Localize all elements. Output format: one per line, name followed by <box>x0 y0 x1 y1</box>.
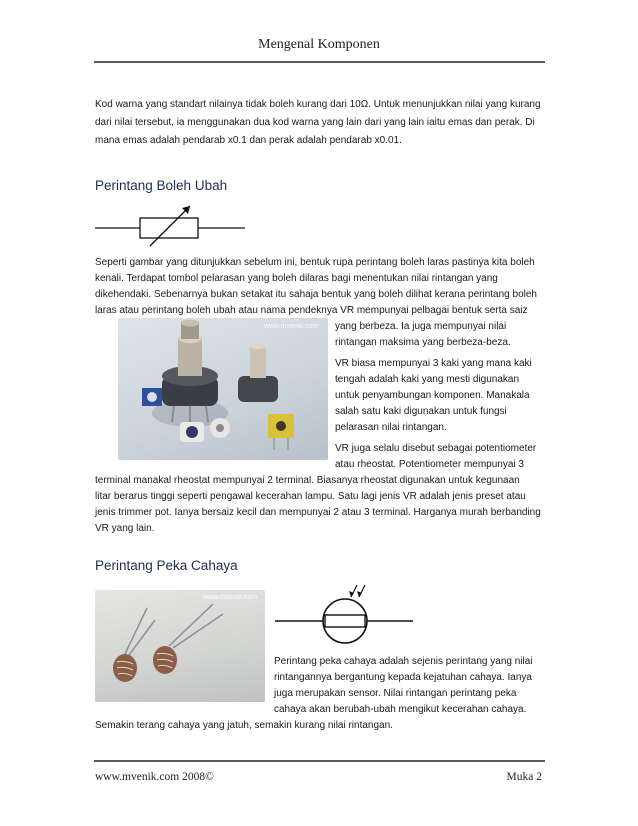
photo-watermark: www.mvenik.com <box>264 323 319 330</box>
vr-side-line: rintangan maksima yang berbeza-beza. <box>335 337 511 348</box>
vr-paragraph-line: kenali. Terdapat tombol pelarasan yang boleh dilaras bagi menentukan nilai rintangan yang <box>95 273 498 284</box>
vr-paragraph-line: laras atau perintang boleh ubah atau nama pendeknya VR mempunyai pelbagai bentuk serta saiz <box>95 305 528 316</box>
ldr-paragraph-line: Semakin terang cahaya yang jatuh, semakin kurang nilai rintangan. <box>95 720 393 731</box>
variable-resistor-photo <box>118 318 328 460</box>
vr-side-line: VR biasa mempunyai 3 kaki yang mana kaki <box>335 358 532 369</box>
vr-side-line: yang berbeza. Ia juga mempunyai nilai <box>335 321 507 332</box>
footer-page-number: Muka 2 <box>506 771 542 783</box>
vr-paragraph-line: VR yang lain. <box>95 523 155 534</box>
ldr-side-line: rintangannya bergantung kepada kejatuhan cahaya. Ianya <box>274 672 532 683</box>
vr-side-line: salah satu kaki digunakan untuk fungsi <box>335 406 507 417</box>
ldr-side-line: cahaya akan berubah-ubah mengikut kecerahan cahaya. <box>274 704 527 715</box>
variable-resistor-symbol <box>95 200 245 252</box>
vr-paragraph-line: litar berarus tinggi seperti pengawal kecerahan lampu. Satu lagi jenis VR adalah jenis preset atau <box>95 491 526 502</box>
vr-paragraph-line: Seperti gambar yang ditunjukkan sebelum ini, bentuk rupa perintang boleh laras pastinya kita boleh <box>95 257 535 268</box>
vr-paragraph-line: terminal manakal rheostat mempunyai 2 terminal. Biasanya rheostat digunakan untuk kegunaan <box>95 475 520 486</box>
ldr-side-line: juga merupakan sensor. Nilai rintangan perintang peka <box>274 688 517 699</box>
ldr-photo <box>95 590 265 702</box>
vr-side-line: untuk penyambungan komponen. Manakala <box>335 390 530 401</box>
vr-paragraph-line: dikehendaki. Sebenarnya bukan setakat itu sahaja bentuk yang boleh dilihat kerana perintang boleh <box>95 289 537 300</box>
ldr-side-line: Perintang peka cahaya adalah sejenis perintang yang nilai <box>274 656 533 667</box>
section-heading-ldr: Perintang Peka Cahaya <box>95 558 238 573</box>
footer-site: www.mvenik.com 2008© <box>95 771 214 783</box>
header-rule <box>94 61 545 63</box>
intro-line: dari nilai tersebut, ia menggunakan dua kod warna yang lain dari yang lain iaitu emas dan perak. Di <box>95 117 535 128</box>
vr-side-line: tengah adalah kaki yang mesti digunakan <box>335 374 520 385</box>
page-header-title: Mengenal Komponen <box>258 37 380 52</box>
intro-line: mana emas adalah pendarab x0.1 dan perak adalah pendarab x0.01. <box>95 135 402 146</box>
intro-line: Kod warna yang standart nilainya tidak boleh kurang dari 10Ω. Untuk menunjukkan nilai yang kurang <box>95 99 541 110</box>
vr-side-line: VR juga selalu disebut sebagai potentiometer <box>335 443 537 454</box>
vr-paragraph-line: jenis trimmer pot. Ianya bersaiz kecil dan mempunyai 2 atau 3 terminal. Harganya murah berbanding <box>95 507 541 518</box>
vr-side-line: atau rheostat. Potentiometer mempunyai 3 <box>335 459 524 470</box>
footer-rule <box>94 760 545 762</box>
vr-side-line: pelarasan nilai rintangan. <box>335 422 447 433</box>
photo-watermark: www.mvenik.com <box>203 594 258 601</box>
ldr-symbol <box>275 583 413 645</box>
section-heading-variable-resistor: Perintang Boleh Ubah <box>95 178 228 193</box>
